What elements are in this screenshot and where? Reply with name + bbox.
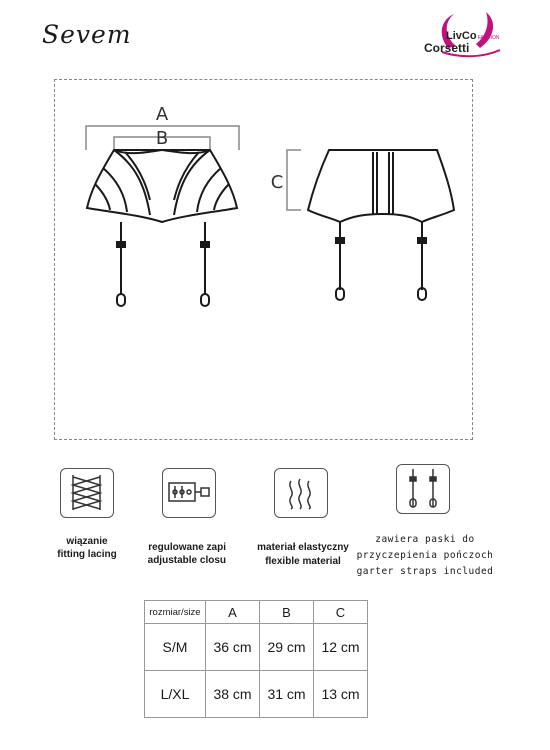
size-table-corner: rozmiar/size [145, 601, 206, 624]
feature-lacing-en: fitting lacing [57, 549, 117, 560]
dimension-b-label: B [155, 128, 169, 149]
size-table-col-a: A [206, 601, 260, 624]
table-row [145, 671, 368, 718]
elastic-material-icon [274, 468, 328, 518]
size-table-header [145, 601, 368, 624]
brand-name-top: LivCoFASHION [446, 30, 500, 42]
size-value: 31 cm [260, 671, 314, 718]
garter-belt-drawing [55, 80, 474, 441]
table-row [145, 624, 368, 671]
brand-logo [420, 8, 515, 64]
size-table-col-c: C [314, 601, 368, 624]
feature-closure-en: adjustable closu [147, 555, 226, 566]
feature-straps-pl-2: przyczepienia pończoch [356, 550, 494, 561]
size-label: L/XL [145, 671, 206, 718]
lacing-icon [60, 468, 114, 518]
size-table-col-b: B [260, 601, 314, 624]
feature-straps-pl-1: zawiera paski do [375, 534, 475, 545]
feature-elastic-pl: materiał elastyczny [257, 542, 349, 553]
feature-straps-en: garter straps included [356, 566, 494, 577]
front-view [87, 150, 237, 306]
garter-straps-icon [396, 464, 450, 514]
feature-elastic-en: flexible material [265, 556, 341, 567]
size-value: 38 cm [206, 671, 260, 718]
back-view [308, 150, 454, 300]
size-value: 29 cm [260, 624, 314, 671]
size-table [144, 600, 368, 718]
brand-name-bottom: Corsetti [424, 41, 470, 55]
product-title: Sevem [42, 20, 132, 49]
technical-drawing [54, 79, 473, 440]
dimension-c [287, 150, 301, 210]
size-value: 13 cm [314, 671, 368, 718]
size-label: S/M [145, 624, 206, 671]
feature-lacing-pl: wiązanie [66, 536, 108, 547]
size-value: 12 cm [314, 624, 368, 671]
size-value: 36 cm [206, 624, 260, 671]
dimension-a-label: A [155, 104, 169, 125]
dimension-c-label: C [270, 172, 284, 193]
adjustable-closure-icon [162, 468, 216, 518]
feature-closure-pl: regulowane zapi [148, 542, 226, 553]
